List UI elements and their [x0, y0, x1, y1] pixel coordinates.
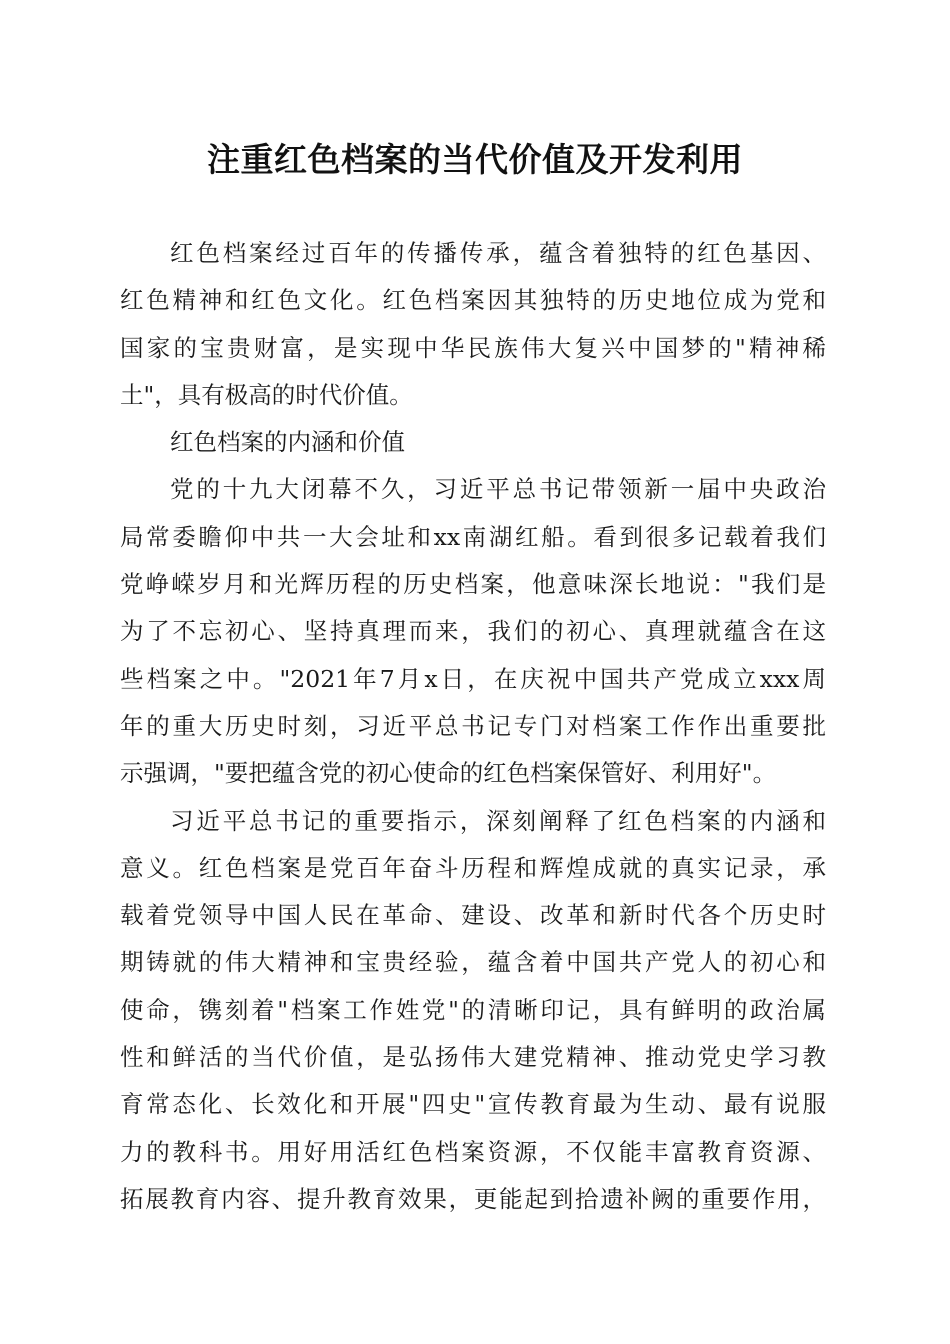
text-line: 期铸就的伟大精神和宝贵经验，蕴含着中国共产党人的初心和 — [120, 948, 826, 977]
text-line: 土"，具有极高的时代价值。 — [120, 380, 413, 409]
text-line: 习近平总书记的重要指示，深刻阐释了红色档案的内涵和 — [170, 806, 826, 835]
text-line: 些档案之中。"2021年7月x日，在庆祝中国共产党成立xxx周 — [120, 664, 826, 693]
text-line: 育常态化、长效化和开展"四史"宣传教育最为生动、最有说服 — [120, 1090, 826, 1119]
text-line: 为了不忘初心、坚持真理而来，我们的初心、真理就蕴含在这 — [120, 617, 826, 646]
paragraph-body — [120, 802, 826, 1228]
document-body — [120, 234, 826, 1227]
text-line: 载着党领导中国人民在革命、建设、改革和新时代各个历史时 — [120, 901, 826, 930]
section-heading — [120, 423, 826, 470]
document-title: 注重红色档案的当代价值及开发利用 — [207, 140, 743, 179]
text-line: 红色精神和红色文化。红色档案因其独特的历史地位成为党和 — [120, 286, 826, 315]
text-line: 拓展教育内容、提升教育效果，更能起到拾遗补阙的重要作用， — [120, 1184, 826, 1213]
text-line: 红色档案的内涵和价值 — [170, 428, 405, 457]
text-line: 局常委瞻仰中共一大会址和xx南湖红船。看到很多记载着我们 — [120, 522, 826, 551]
text-line: 性和鲜活的当代价值，是弘扬伟大建党精神、推动党史学习教 — [120, 1043, 826, 1072]
text-line: 国家的宝贵财富，是实现中华民族伟大复兴中国梦的"精神稀 — [120, 333, 826, 362]
paragraph-intro — [120, 234, 826, 423]
text-line: 使命，镌刻着"档案工作姓党"的清晰印记，具有鲜明的政治属 — [120, 995, 826, 1024]
text-line: 示强调，"要把蕴含党的初心使命的红色档案保管好、利用好"。 — [120, 759, 777, 788]
paragraph-body — [120, 470, 826, 801]
text-line: 党峥嵘岁月和光辉历程的历史档案，他意味深长地说："我们是 — [120, 570, 826, 599]
text-line: 党的十九大闭幕不久，习近平总书记带领新一届中央政治 — [170, 475, 826, 504]
text-line: 红色档案经过百年的传播传承，蕴含着独特的红色基因、 — [170, 239, 826, 267]
text-line: 年的重大历史时刻，习近平总书记专门对档案工作作出重要批 — [120, 711, 826, 740]
text-line: 意义。红色档案是党百年奋斗历程和辉煌成就的真实记录，承 — [120, 853, 826, 882]
text-line: 力的教科书。用好用活红色档案资源，不仅能丰富教育资源、 — [120, 1137, 826, 1166]
